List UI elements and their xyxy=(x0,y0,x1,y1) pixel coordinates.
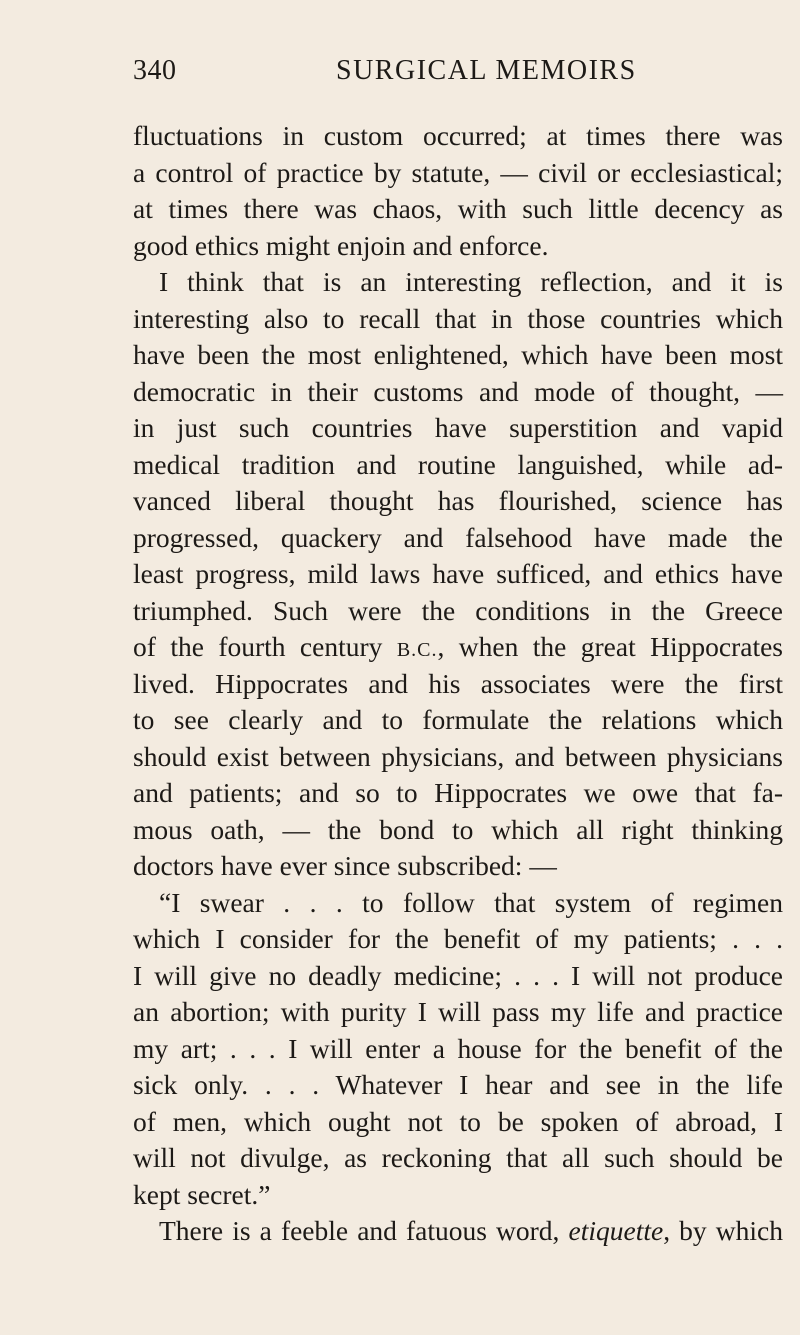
text-line: a control of practice by statute, — civil or ecclesiastical; xyxy=(133,156,783,188)
text-line: democratic in their customs and mode of thought, — xyxy=(133,375,783,407)
text-segment: There is a feeble and fatuous word, xyxy=(159,1215,560,1246)
text-line: in just such countries have superstition and vapid xyxy=(133,412,783,443)
text-line: of men, which ought not to be spoken of abroad, I xyxy=(133,1105,783,1137)
text-line: interesting also to recall that in those countries which xyxy=(133,302,783,334)
text-line: I think that is an interesting reflection, and it is xyxy=(159,266,783,297)
text-segment: of the fourth century xyxy=(133,631,383,662)
text-line: at times there was chaos, with such little decency as xyxy=(133,193,783,224)
text-line: triumphed. Such were the conditions in the Greece xyxy=(133,594,783,626)
era-abbreviation: B.C. xyxy=(396,639,438,661)
text-line: I will give no deadly medicine; . . . I will not produce xyxy=(133,959,783,991)
text-segment: , when the great Hippocrates xyxy=(437,631,784,662)
text-line: will not divulge, as reckoning that all such should be xyxy=(133,1142,783,1173)
text-line: have been the most enlightened, which have been most xyxy=(133,339,783,370)
text-line: progressed, quackery and falsehood have made the xyxy=(133,521,783,553)
text-line: which I consider for the benefit of my patients; . . . xyxy=(133,923,783,954)
text-line: an abortion; with purity I will pass my life and practice xyxy=(133,996,783,1027)
body-text xyxy=(133,118,783,1250)
text-line: my art; . . . I will enter a house for the benefit of the xyxy=(133,1032,783,1064)
text-line: good ethics might enjoin and enforce. xyxy=(133,229,549,261)
text-line xyxy=(133,1213,783,1250)
text-segment: , by which xyxy=(663,1215,783,1246)
text-line: “I swear . . . to follow that system of regimen xyxy=(159,886,783,918)
text-line: kept secret.” xyxy=(133,1178,271,1210)
text-line: least progress, mild laws have sufficed, and ethics have xyxy=(133,558,783,589)
text-line xyxy=(133,629,783,666)
text-line: sick only. . . . Whatever I hear and see in the life xyxy=(133,1069,783,1100)
text-line: doctors have ever since subscribed: — xyxy=(133,850,557,881)
text-line: mous oath, — the bond to which all right thinking xyxy=(133,813,783,845)
running-head xyxy=(133,55,783,95)
running-title: SURGICAL MEMOIRS xyxy=(336,55,637,86)
text-line: to see clearly and to formulate the relations which xyxy=(133,704,783,735)
text-line: vanced liberal thought has flourished, science has xyxy=(133,485,783,516)
text-line: lived. Hippocrates and his associates were the first xyxy=(133,667,783,699)
text-line: and patients; and so to Hippocrates we owe that fa- xyxy=(133,777,783,808)
text-line: fluctuations in custom occurred; at times there was xyxy=(133,120,783,151)
page-number: 340 xyxy=(133,55,177,86)
text-line: should exist between physicians, and between physicians xyxy=(133,740,783,772)
text-line: medical tradition and routine languished, while ad- xyxy=(133,448,783,480)
italic-word: etiquette xyxy=(568,1215,664,1246)
